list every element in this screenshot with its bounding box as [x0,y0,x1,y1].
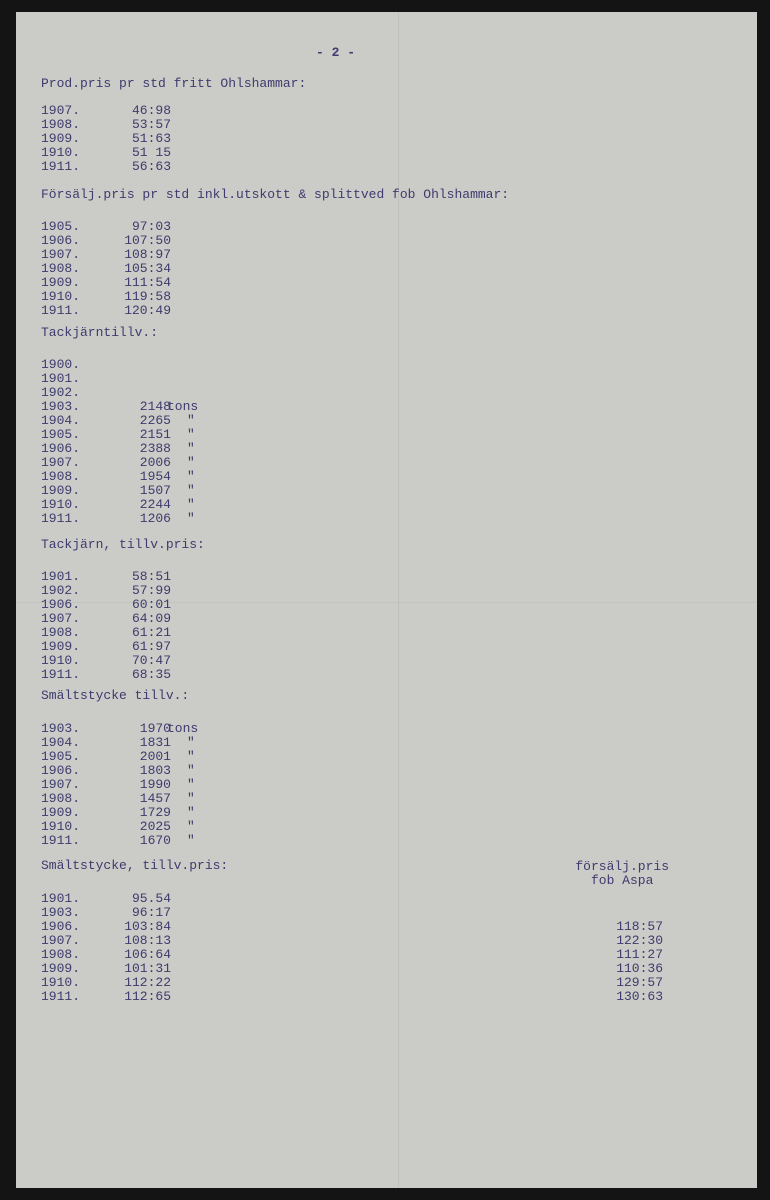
unit-label: tons [167,399,199,414]
value-cell: 2265 [139,413,171,428]
value-cell: 2148 [139,399,171,414]
year-cell: 1911. [41,511,81,526]
value-cell: 112:22 [124,975,171,990]
page-number: - 2 - [316,45,356,60]
year-cell: 1910. [41,975,81,990]
value-cell: 96:17 [131,905,171,920]
value-cell: 2025 [139,819,171,834]
value-cell: 1803 [139,763,171,778]
year-cell: 1911. [41,159,81,174]
value-cell: 1990 [139,777,171,792]
year-cell: 1908. [41,117,81,132]
ditto-mark: " [187,791,195,806]
year-cell: 1907. [41,933,81,948]
year-cell: 1902. [41,385,81,400]
value-cell: 120:49 [124,303,171,318]
year-cell: 1909. [41,639,81,654]
year-cell: 1903. [41,721,81,736]
section-heading: Tackjärntillv.: [41,325,159,340]
year-cell: 1906. [41,233,81,248]
value-cell: 53:57 [131,117,171,132]
value-cell: 111:54 [124,275,171,290]
year-cell: 1909. [41,275,81,290]
year-cell: 1910. [41,145,81,160]
year-cell: 1911. [41,833,81,848]
year-cell: 1903. [41,905,81,920]
value-cell: 103:84 [124,919,171,934]
year-cell: 1905. [41,749,81,764]
year-cell: 1908. [41,469,81,484]
year-cell: 1911. [41,667,81,682]
value-cell: 1507 [139,483,171,498]
document-page [16,12,757,1188]
year-cell: 1908. [41,947,81,962]
value-cell: 2151 [139,427,171,442]
year-cell: 1908. [41,625,81,640]
value-cell: 97:03 [131,219,171,234]
year-cell: 1907. [41,455,81,470]
value-cell: 1670 [139,833,171,848]
value-cell: 112:65 [124,989,171,1004]
value-cell: 51:63 [131,131,171,146]
year-cell: 1900. [41,357,81,372]
year-cell: 1906. [41,441,81,456]
value-cell: 57:99 [131,583,171,598]
year-cell: 1905. [41,219,81,234]
ditto-mark: " [187,833,195,848]
ditto-mark: " [187,427,195,442]
value-cell: 1970 [139,721,171,736]
value-cell: 1954 [139,469,171,484]
year-cell: 1907. [41,611,81,626]
side-value: 110:36 [616,961,663,976]
year-cell: 1909. [41,961,81,976]
year-cell: 1909. [41,483,81,498]
side-value: 118:57 [616,919,663,934]
side-value: 130:63 [616,989,663,1004]
value-cell: 1729 [139,805,171,820]
year-cell: 1910. [41,819,81,834]
year-cell: 1901. [41,891,81,906]
value-cell: 1206 [139,511,171,526]
year-cell: 1908. [41,791,81,806]
year-cell: 1903. [41,399,81,414]
value-cell: 101:31 [124,961,171,976]
value-cell: 58:51 [131,569,171,584]
section-heading: Försälj.pris pr std inkl.utskott & splittved fob Ohlshammar: [41,187,510,202]
ditto-mark: " [187,511,195,526]
side-value: 129:57 [616,975,663,990]
value-cell: 106:64 [124,947,171,962]
value-cell: 2006 [139,455,171,470]
year-cell: 1904. [41,735,81,750]
value-cell: 107:50 [124,233,171,248]
year-cell: 1901. [41,569,81,584]
value-cell: 70:47 [131,653,171,668]
year-cell: 1906. [41,919,81,934]
year-cell: 1909. [41,131,81,146]
section-heading: Smältstycke, tillv.pris: [41,858,229,873]
value-cell: 61:97 [131,639,171,654]
section-heading: Smältstycke tillv.: [41,688,190,703]
year-cell: 1904. [41,413,81,428]
section-heading: Tackjärn, tillv.pris: [41,537,205,552]
year-cell: 1908. [41,261,81,276]
value-cell: 56:63 [131,159,171,174]
side-heading-line: försälj.pris [575,859,669,874]
ditto-mark: " [187,483,195,498]
year-cell: 1910. [41,653,81,668]
ditto-mark: " [187,469,195,484]
year-cell: 1911. [41,989,81,1004]
year-cell: 1905. [41,427,81,442]
side-heading-line: fob Aspa [590,873,654,888]
value-cell: 2001 [139,749,171,764]
value-cell: 64:09 [131,611,171,626]
side-value: 122:30 [616,933,663,948]
year-cell: 1910. [41,289,81,304]
ditto-mark: " [187,749,195,764]
value-cell: 68:35 [131,667,171,682]
ditto-mark: " [187,455,195,470]
ditto-mark: " [187,441,195,456]
year-cell: 1907. [41,777,81,792]
year-cell: 1906. [41,763,81,778]
section-heading: Prod.pris pr std fritt Ohlshammar: [41,76,307,91]
ditto-mark: " [187,763,195,778]
value-cell: 1831 [139,735,171,750]
value-cell: 51 15 [131,145,171,160]
year-cell: 1902. [41,583,81,598]
year-cell: 1909. [41,805,81,820]
year-cell: 1906. [41,597,81,612]
ditto-mark: " [187,805,195,820]
value-cell: 119:58 [124,289,171,304]
value-cell: 108:97 [124,247,171,262]
year-cell: 1910. [41,497,81,512]
value-cell: 60:01 [131,597,171,612]
value-cell: 1457 [139,791,171,806]
ditto-mark: " [187,413,195,428]
value-cell: 61:21 [131,625,171,640]
value-cell: 46:98 [131,103,171,118]
year-cell: 1907. [41,103,81,118]
side-value: 111:27 [616,947,663,962]
year-cell: 1911. [41,303,81,318]
value-cell: 108:13 [124,933,171,948]
side-column-heading [575,860,669,888]
value-cell: 95.54 [131,891,171,906]
year-cell: 1907. [41,247,81,262]
ditto-mark: " [187,819,195,834]
value-cell: 2244 [139,497,171,512]
value-cell: 2388 [139,441,171,456]
ditto-mark: " [187,777,195,792]
year-cell: 1901. [41,371,81,386]
value-cell: 105:34 [124,261,171,276]
unit-label: tons [167,721,199,736]
ditto-mark: " [187,735,195,750]
ditto-mark: " [187,497,195,512]
